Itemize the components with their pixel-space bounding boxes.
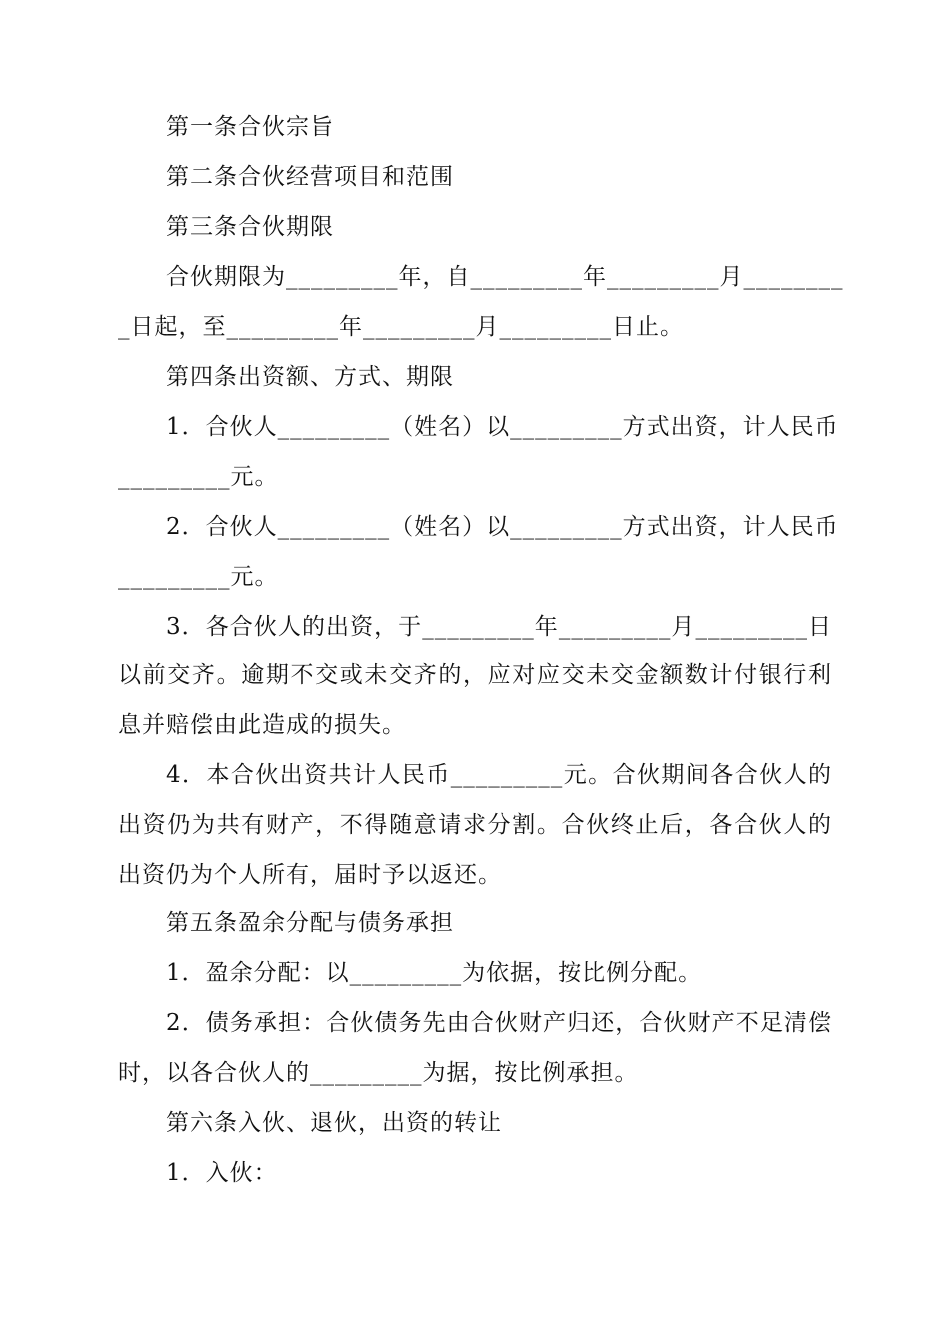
paragraph-line: _日起，至_________年_________月_________日止。 bbox=[118, 314, 684, 340]
paragraph-line: 4．本合伙出资共计人民币_________元。合伙期间各合伙人的 bbox=[166, 762, 832, 788]
paragraph-line: _________元。 bbox=[118, 564, 279, 590]
paragraph-line: 息并赔偿由此造成的损失。 bbox=[118, 712, 406, 738]
heading-article-1: 第一条合伙宗旨 bbox=[166, 114, 334, 140]
paragraph-line: 出资仍为个人所有，届时予以返还。 bbox=[118, 862, 502, 888]
paragraph-line: 1．入伙： bbox=[166, 1160, 278, 1186]
paragraph-line: _________元。 bbox=[118, 464, 279, 490]
paragraph-line: 2．债务承担：合伙债务先由合伙财产归还，合伙财产不足清偿 bbox=[166, 1010, 832, 1036]
paragraph-line: 1．合伙人_________（姓名）以_________方式出资，计人民币 bbox=[166, 414, 839, 440]
heading-article-3: 第三条合伙期限 bbox=[166, 214, 334, 240]
paragraph-line: 1．盈余分配：以_________为依据，按比例分配。 bbox=[166, 960, 703, 986]
heading-article-2: 第二条合伙经营项目和范围 bbox=[166, 164, 454, 190]
paragraph-line: 3．各合伙人的出资，于_________年_________月_________日 bbox=[166, 614, 832, 640]
paragraph-line: 出资仍为共有财产，不得随意请求分割。合伙终止后，各合伙人的 bbox=[118, 812, 832, 838]
heading-article-4: 第四条出资额、方式、期限 bbox=[166, 364, 454, 390]
paragraph-line: 时，以各合伙人的_________为据，按比例承担。 bbox=[118, 1060, 639, 1086]
heading-article-5: 第五条盈余分配与债务承担 bbox=[166, 910, 454, 936]
heading-article-6: 第六条入伙、退伙，出资的转让 bbox=[166, 1110, 502, 1136]
paragraph-line: 2．合伙人_________（姓名）以_________方式出资，计人民币 bbox=[166, 514, 839, 540]
paragraph-line: 以前交齐。逾期不交或未交齐的，应对应交未交金额数计付银行利 bbox=[118, 662, 832, 688]
paragraph-line: 合伙期限为_________年，自_________年_________月________ bbox=[166, 264, 844, 290]
